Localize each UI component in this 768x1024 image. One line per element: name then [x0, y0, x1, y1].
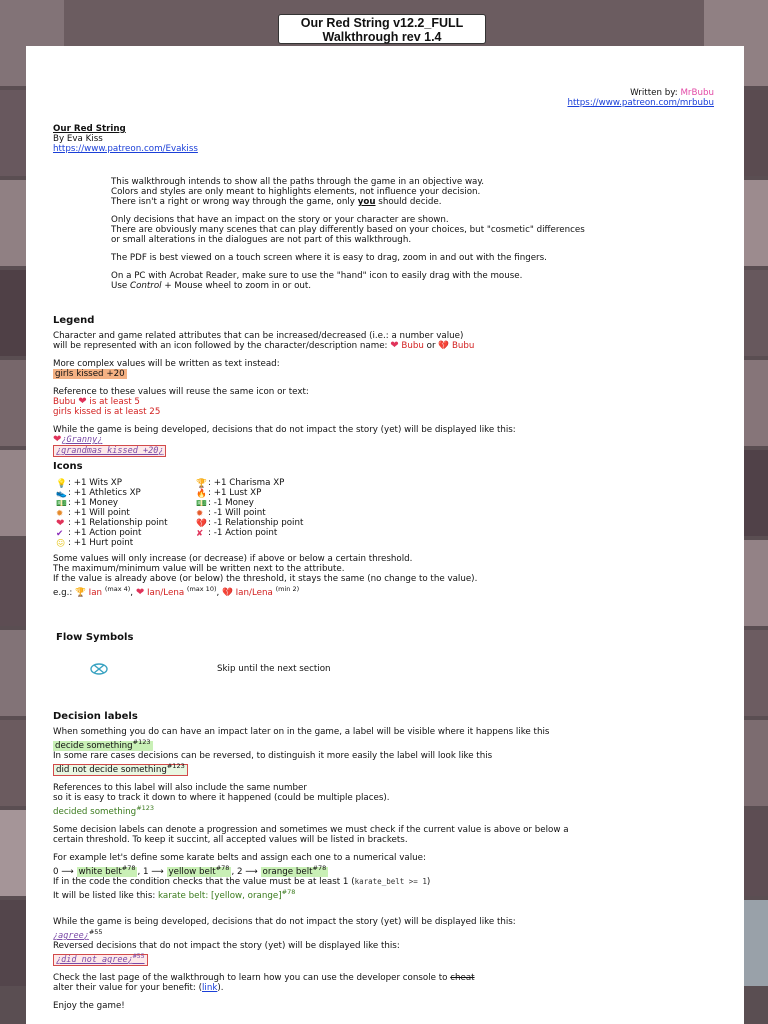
arrow-icon: ⟶	[151, 867, 164, 877]
intro-line: This walkthrough intends to show all the paths through the game in an objective way.	[111, 177, 485, 187]
cheat-strike: cheat	[450, 973, 475, 983]
shoe-icon: 👟	[56, 489, 67, 499]
did-not-decide-label: did not decide something$^{\#123}$	[53, 764, 188, 776]
icon-row: 💔: -1 Relationship point	[196, 518, 304, 529]
grandmas-dev-label: ¿grandmas kissed +20¿	[53, 445, 166, 457]
bulb-icon: 💡	[56, 479, 67, 489]
icon-row: ✹ : +1 Will point	[56, 508, 130, 519]
decision-line: If in the code the condition checks that the value must be at least 1 (karate_belt >= 1)	[53, 877, 431, 887]
did-not-agree-dev-label: ¿did not agree¿$^{\#55}$	[53, 954, 148, 966]
intro-line: There isn't a right or wrong way through the game, only you should decide.	[111, 197, 442, 207]
intro-line: The PDF is best viewed on a touch screen where it is easy to drag, zoom in and out with the fingers.	[111, 253, 547, 263]
icon-row: ✘ : -1 Action point	[196, 528, 278, 539]
willpower-icon: ✹	[56, 509, 64, 519]
document-subtitle: Walkthrough rev 1.4	[322, 30, 442, 44]
granny-dev-label: ¿Granny¿	[61, 435, 103, 445]
girls-threshold: girls kissed is at least 25	[53, 407, 161, 417]
walkthrough-page	[26, 46, 744, 1024]
decision-line: certain threshold. To keep it succint, all accepted values will be listed in brackets.	[53, 835, 408, 845]
cross-icon: ✘	[196, 529, 204, 539]
intro-line: Colors and styles are only meant to highlights elements, not influence your decision.	[111, 187, 481, 197]
icons-left-list	[56, 478, 168, 548]
trophy-icon: 🏆	[196, 479, 207, 489]
icon-row: 👟: +1 Athletics XP	[56, 488, 141, 499]
decide-something-label: decide something$^{\#123}$	[55, 738, 151, 751]
icons-section	[53, 462, 713, 472]
decided-something-ref: decided something$^{\#123}$	[53, 804, 155, 817]
icon-row: 😖 : +1 Hurt point	[56, 538, 134, 549]
decision-line: Reversed decisions that do not impact the story (yet) will be displayed like this:	[53, 941, 400, 951]
decision-section: Decision labels When something you do can have an impact later on in the game, a label will be visible where it happens like this decide something$^{\#123}$ In some rare cases decisions can be reversed, to distinguish it more easily the label will look like this did not decide something$^{\#123}$ References to this label will also include the same number so it is easy to track it down to where it happened (could be multiple places). decided something$^{\#123}$ Some decision labels can denote a progression and sometimes we must check if the current value is above or below a certain threshold. To keep it succint, all accepted values will be listed in brackets. For example let's define some karate belts and assign each one to a numerical value: 0 ⟶ white belt$^{\#78}$ , 1 ⟶ yellow belt$^{\#78}$ , 2 ⟶ orange belt$^{\#78}$ If in the code the condition checks that the value must be at least 1 (karate_belt >= 1) It will be listed like this: karate belt: [yellow, orange]$^{\#78}$ While the game is being developed, decisions that do not impact the story (yet) will be displayed like this: ¿agree¿$^{\#55}$ Reversed decisions that do not impact the story (yet) will be displayed like this: ¿did not agree¿$^{\#55}$ Check the last page of the walkthrough to learn how you can use the developer console to cheat alter their value for your benefit: (link). Enjoy the game!	[53, 712, 733, 1011]
icon-row: 💵: +1 Money	[56, 498, 119, 509]
intro-line: Use Control + Mouse wheel to zoom in or out.	[111, 281, 312, 291]
intro-line: There are obviously many scenes that can play differently based on your choices, but "cosmetic" differences	[111, 225, 585, 235]
decision-line: While the game is being developed, decisions that do not impact the story (yet) will be displayed like this:	[53, 917, 516, 927]
heart-icon: ❤	[390, 340, 399, 351]
intro-line: or small alterations in the dialogues are not part of this walkthrough.	[111, 235, 412, 245]
heart-icon: ❤	[56, 518, 65, 529]
legend-line: More complex values will be written as text instead:	[53, 359, 280, 369]
threshold-line: If the value is already above (or below) the threshold, it stays the same (no change to the value).	[53, 574, 478, 584]
game-author: By Eva Kiss	[53, 134, 103, 144]
threshold-example: e.g.: 🏆 Ian $^{(max 4)}$, ❤ Ian/Lena $^{(max 10)}$, 💔 Ian/Lena $^{(min 2)}$	[53, 585, 300, 598]
decision-line: In some rare cases decisions can be reversed, to distinguish it more easily the label will look like this	[53, 751, 493, 761]
arrow-icon: ⟶	[61, 867, 74, 877]
icon-row: 💡: +1 Wits XP	[56, 478, 122, 489]
money-icon: 💵	[56, 499, 67, 509]
icon-row: 💵: -1 Money	[196, 498, 254, 509]
bubu-label: Bubu	[451, 341, 475, 351]
decision-line: It will be listed like this: karate belt: [yellow, orange]$^{\#78}$	[53, 888, 296, 901]
trophy-icon: 🏆	[75, 588, 86, 598]
bubu-label: Bubu	[401, 341, 424, 351]
legend-line: While the game is being developed, decisions that do not impact the story (yet) will be displayed like this:	[53, 425, 516, 435]
decision-line: For example let's define some karate belts and assign each one to a numerical value:	[53, 853, 426, 863]
threshold-line: The maximum/minimum value will be written next to the attribute.	[53, 564, 345, 574]
legend-heading: Legend	[53, 315, 95, 326]
arrow-icon: ⟶	[245, 867, 258, 877]
decision-line: Check the last page of the walkthrough to learn how you can use the developer console to cheat	[53, 973, 475, 983]
decision-line: Some decision labels can denote a progression and sometimes we must check if the current value is above or below a	[53, 825, 569, 835]
agree-dev-label: ¿agree¿	[53, 931, 89, 941]
broken-heart-icon: 💔	[438, 341, 450, 351]
icon-row: ✹ : -1 Will point	[196, 508, 266, 519]
intro-line: On a PC with Acrobat Reader, make sure to use the "hand" icon to easily drag with the mouse.	[111, 271, 523, 281]
decision-line: References to this label will also include the same number	[53, 783, 307, 793]
you-emphasis: you	[357, 197, 376, 207]
broken-heart-icon: 💔	[196, 519, 207, 529]
game-title: Our Red String	[53, 124, 126, 134]
enjoy-line: Enjoy the game!	[53, 1001, 125, 1011]
icons-right-list	[196, 478, 303, 538]
flow-heading: Flow Symbols	[56, 632, 134, 643]
legend-line: will be represented with an icon followed by the character/description name: ❤ Bubu or 💔 Bubu	[53, 340, 475, 351]
game-block	[53, 124, 198, 154]
game-link[interactable]: https://www.patreon.com/Evakiss	[53, 144, 198, 154]
written-by-label: Written by:	[630, 88, 678, 98]
heart-icon: ❤	[135, 587, 145, 598]
icons-heading: Icons	[53, 461, 83, 472]
flame-icon: 🔥	[196, 489, 207, 499]
decision-heading: Decision labels	[53, 711, 138, 722]
decision-line: so it is easy to track it down to where it happened (could be multiple places).	[53, 793, 390, 803]
broken-heart-icon: 💔	[222, 588, 233, 598]
author-block	[567, 88, 714, 108]
check-icon: ✔	[56, 529, 64, 539]
skip-label: Skip until the next section	[217, 664, 331, 674]
legend-line: Reference to these values will reuse the same icon or text:	[53, 387, 309, 397]
karate-belts-row: 0 ⟶ white belt$^{\#78}$ , 1 ⟶ yellow belt$^{\#78}$ , 2 ⟶ orange belt$^{\#78}$	[53, 864, 327, 877]
willpower-minus-icon: ✹	[196, 509, 204, 519]
control-key: Control	[130, 281, 162, 291]
author-name: MrBubu	[680, 88, 714, 98]
icon-row: ✔ : +1 Action point	[56, 528, 142, 539]
icon-row: ❤ : +1 Relationship point	[56, 518, 168, 529]
legend-line: Character and game related attributes that can be increased/decreased (i.e.: a number value)	[53, 331, 464, 341]
icon-row: 🔥: +1 Lust XP	[196, 488, 262, 499]
money-minus-icon: 💵	[196, 499, 207, 509]
hurt-icon: 😖	[56, 539, 66, 549]
decision-line: alter their value for your benefit: (link).	[53, 983, 224, 993]
document-title-box	[278, 14, 486, 44]
threshold-section	[53, 554, 713, 598]
threshold-line: Some values will only increase (or decrease) if above or below a certain threshold.	[53, 554, 413, 564]
legend-section	[53, 316, 713, 456]
skip-icon	[89, 663, 109, 678]
bubu-threshold: Bubu ❤ is at least 5	[53, 396, 140, 407]
document-title: Our Red String v12.2_FULL	[300, 16, 464, 30]
intro-line: Only decisions that have an impact on the story or your character are shown.	[111, 215, 449, 225]
console-link[interactable]: link	[202, 983, 218, 993]
decision-line: When something you do can have an impact later on in the game, a label will be visible where it happens like this	[53, 727, 550, 737]
intro-block	[111, 177, 721, 291]
author-link[interactable]: https://www.patreon.com/mrbubu	[567, 98, 714, 108]
heart-icon: ❤	[53, 434, 62, 445]
girls-kissed-label: girls kissed +20	[55, 369, 125, 379]
icon-row: 🏆: +1 Charisma XP	[196, 478, 285, 489]
